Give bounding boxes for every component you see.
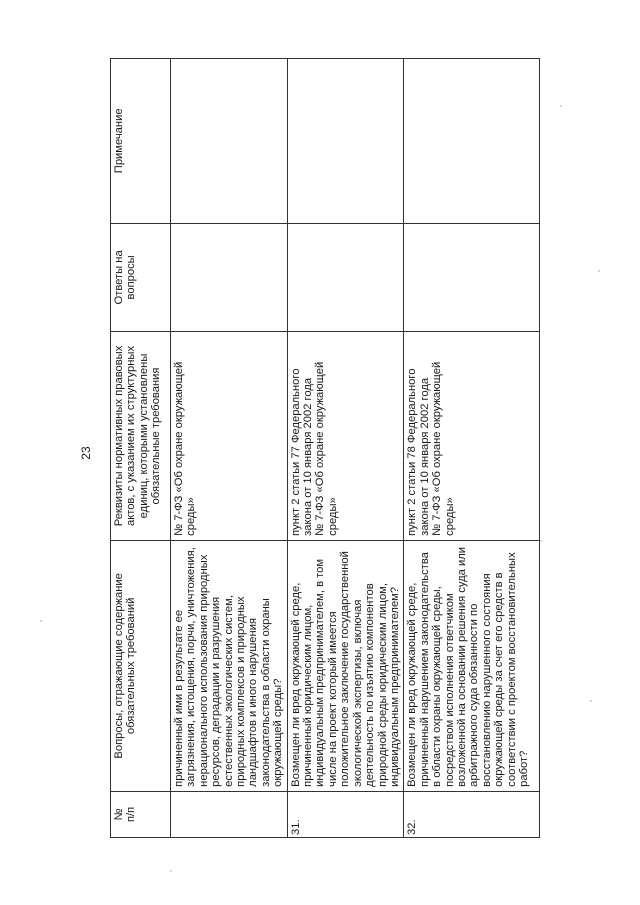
answer-cell[interactable] (404, 223, 540, 331)
requisites-cell: № 7-ФЗ «Об охране окружающей среды» (171, 332, 288, 541)
answer-cell[interactable] (287, 223, 404, 331)
table-row (404, 59, 540, 838)
header-requisites: Реквизиты нормативных правовых актов, с указанием их структурных единиц, которыми установлены обязательные требования (111, 332, 171, 541)
requisites-cell: пункт 2 статьи 78 Федерального закона от 10 января 2002 года № 7-ФЗ «Об охране окружающей среды» (404, 332, 540, 541)
requirements-checklist-table (110, 58, 540, 838)
row-number (171, 791, 288, 837)
requisites-cell: пункт 2 статьи 77 Федерального закона от 10 января 2002 года № 7-ФЗ «Об охране окружающей среды» (287, 332, 404, 541)
scan-speck (590, 700, 592, 702)
rotated-table-container (110, 58, 530, 838)
header-notes: Примечание (111, 59, 171, 224)
table-row (171, 59, 288, 838)
row-number: 32. (404, 791, 540, 837)
header-questions: Вопросы, отражающие содержание обязательных требований (111, 540, 171, 791)
row-number: 31. (287, 791, 404, 837)
table-header-row (111, 59, 171, 838)
answer-cell[interactable] (171, 223, 288, 331)
scan-speck (560, 105, 562, 107)
note-cell[interactable] (171, 59, 288, 224)
note-cell[interactable] (287, 59, 404, 224)
page-number: 23 (79, 446, 93, 460)
table-row (287, 59, 404, 838)
question-cell: Возмещен ли вред окружающей среде, причиненный нарушением законодательства в области охраны окружающей среды, посредством исполнения ответчиком возложенной на основании решения суда или арбитражного суда обязанности по восстановлению нарушенного состояния окружающей среды за счет его средств в соответствии с проектом восстановительных работ? (404, 540, 540, 791)
question-cell: Возмещен ли вред окружающей среде, причиненный юридическим лицом, индивидуальным предпринимателем, в том числе на проект который имеется положительное заключение государственной экологической экспертизы, включая деятельность по изъятию компонентов природной среды юридическим лицом, индивидуальным предпринимателем? (287, 540, 404, 791)
scan-speck (598, 270, 600, 272)
note-cell[interactable] (404, 59, 540, 224)
header-answers: Ответы на вопросы (111, 223, 171, 331)
question-cell: причиненный ими в результате ее загрязнения, истощения, порчи, уничтожения, нерационального использования природных ресурсов, деградации и разрушения естественных экологических систем, природных комплексов и природных ландшафтов и иного нарушения законодательства в области охраны окружающей среды? (171, 540, 288, 791)
scan-speck (40, 620, 42, 622)
scan-speck (170, 870, 172, 872)
header-number: № п/п (111, 791, 171, 837)
